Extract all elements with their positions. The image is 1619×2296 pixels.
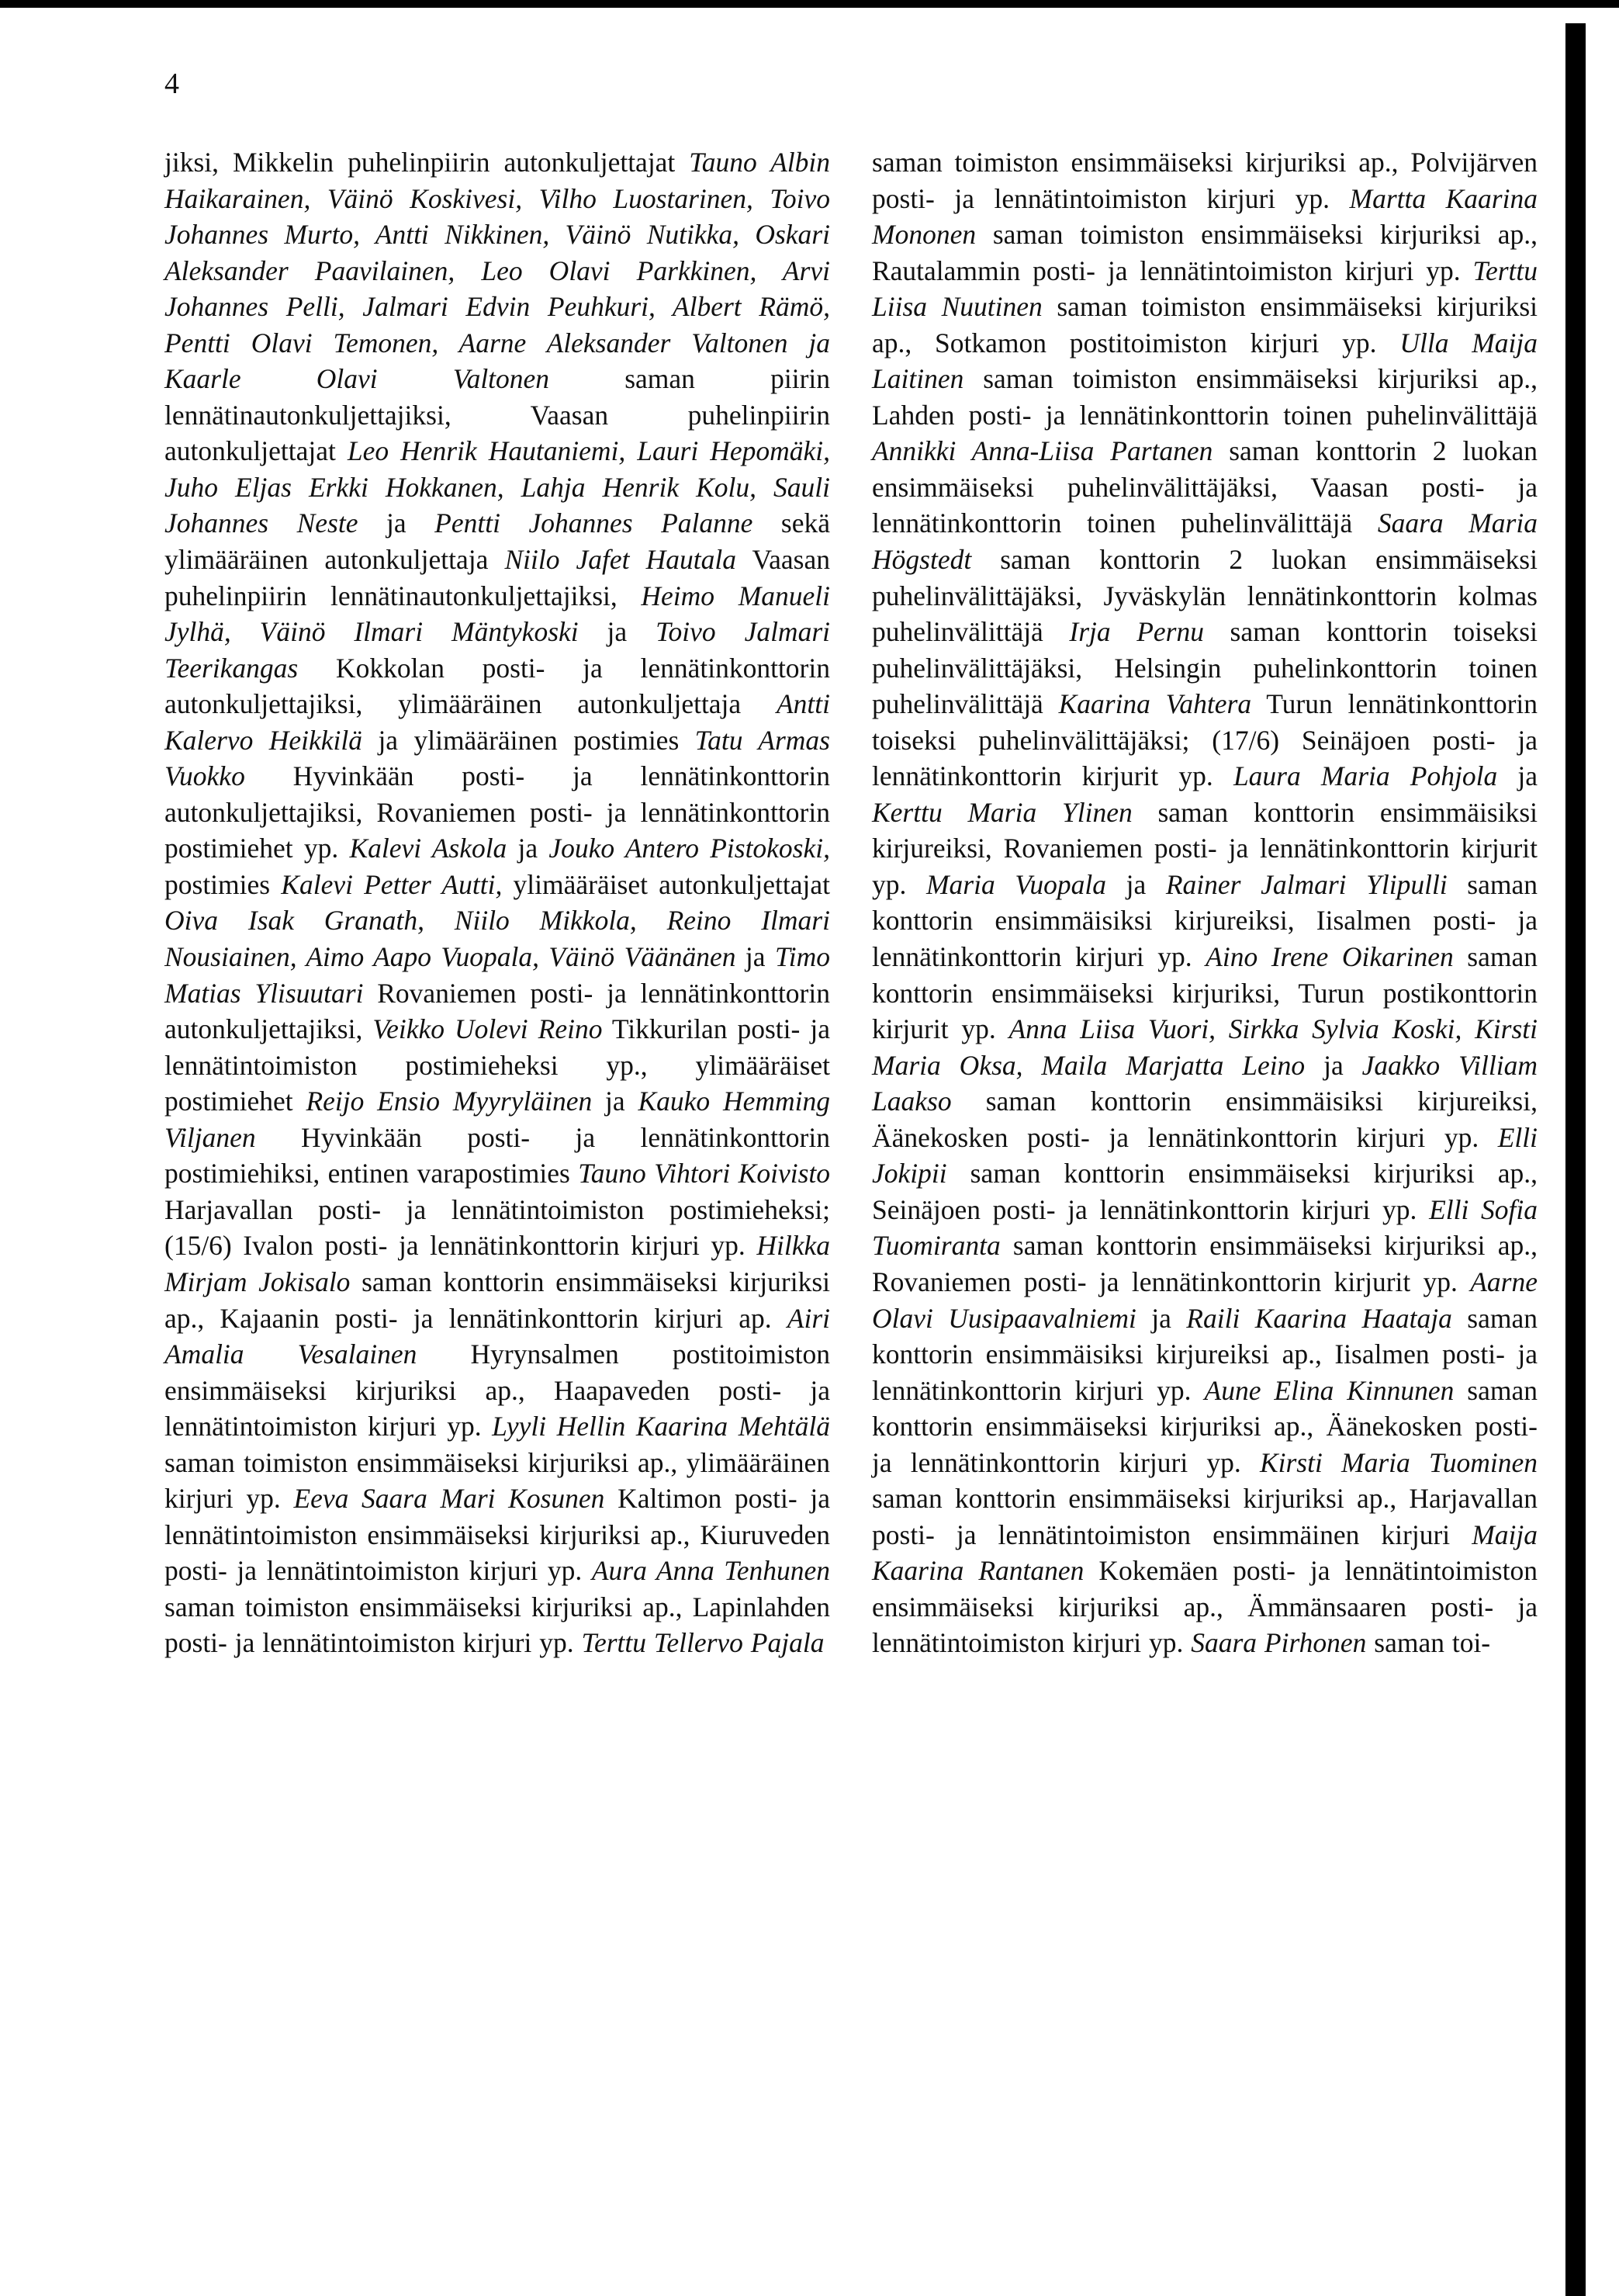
person-name-run: Annikki Anna-Liisa Partanen: [872, 435, 1213, 467]
text-run: saman konttorin ensimmäiseksi kirjuriksi, Turun postikonttorin kirjurit yp.: [872, 941, 1538, 1045]
text-column-left: [164, 144, 830, 1661]
text-run: saman konttorin ensimmäiseksi kirjuriksi ap., Rovaniemen posti- ja lennätinkonttorin kirjurit yp.: [872, 1230, 1538, 1297]
person-name-run: Maria Vuopala: [925, 868, 1107, 900]
text-run: saman konttorin ensimmäisiksi kirjureiksi, Rovaniemen posti- ja lennätinkonttorin kirjurit yp.: [872, 796, 1538, 900]
text-run: ja: [735, 941, 775, 973]
text-run: saman konttorin 2 luokan ensimmäiseksi puhelinvälittäjäksi, Vaasan posti- ja lennätinkonttorin toinen puhelinvälittäjä: [872, 435, 1538, 539]
text-run: saman konttorin ensimmäiseksi kirjuriksi ap., Seinäjoen posti- ja lennätinkonttorin kirjuri yp.: [872, 1158, 1538, 1225]
text-run: saman toimiston ensimmäiseksi kirjuriksi ap., Rautalammin posti- ja lennätintoimiston kirjuri yp.: [872, 219, 1538, 286]
text-run: Kokkolan posti- ja lennätinkonttorin autonkuljettajiksi, ylimääräinen autonkuljettaja: [164, 652, 830, 720]
text-run: saman toimiston ensimmäiseksi kirjuriksi ap., ylimääräinen kirjuri yp.: [164, 1446, 830, 1515]
text-run: saman toi-: [1366, 1627, 1491, 1659]
person-name-run: Tatu Armas Vuokko: [164, 724, 830, 792]
text-run: Rovaniemen posti- ja lennätinkonttorin autonkuljettajiksi,: [164, 977, 830, 1045]
person-name-run: Ulla Maija Laitinen: [872, 327, 1538, 395]
text-run: ja: [578, 616, 656, 648]
person-name-run: Tauno Albin Haikarainen, Väinö Koskivesi, Vilho Luostarinen, Toivo Johannes Murto, Antti Nikkinen, Väinö Nutikka, Oskari Aleksander Paavilainen, Leo Olavi Parkkinen, Arvi Johannes Pelli, Jalmari Edvin Peuhkuri, Albert Rämö, Pentti Olavi Temonen, Aarne Aleksander Valtonen ja Kaarle Olavi Valtonen: [164, 147, 830, 395]
person-name-run: Eeva Saara Mari Kosunen: [293, 1483, 605, 1515]
text-run: Kokemäen posti- ja lennätintoimiston ensimmäiseksi kirjuriksi ap., Ämmänsaaren posti- ja lennätintoimiston kirjuri yp.: [872, 1555, 1538, 1659]
text-run: saman konttorin toiseksi puhelinvälittäjäksi, Helsingin puhelinkonttorin toinen puhelinvälittäjä: [872, 616, 1538, 720]
top-edge-rule: [0, 0, 1619, 8]
paragraph-left: [164, 144, 830, 1661]
person-name-run: Saara Pirhonen: [1191, 1627, 1367, 1659]
text-run: saman konttorin 2 luokan ensimmäiseksi puhelinvälittäjäksi, Jyväskylän lennätinkonttorin kolmas puhelinvälittäjä: [872, 544, 1538, 648]
text-run: jiksi, Mikkelin puhelinpiirin autonkuljettajat: [164, 147, 690, 178]
text-run: ja ylimääräinen postimies: [362, 724, 695, 756]
person-name-run: Leo Henrik Hautaniemi, Lauri Hepomäki, Juho Eljas Erkki Hokkanen, Lahja Henrik Kolu, Sauli Johannes Neste: [164, 435, 830, 539]
person-name-run: Veikko Uolevi Reino: [372, 1013, 603, 1045]
person-name-run: Aino Irene Oikarinen: [1206, 941, 1454, 973]
text-column-right: [872, 144, 1538, 1661]
person-name-run: Pentti Johannes Palanne: [434, 507, 753, 539]
text-run: ja: [507, 833, 549, 864]
page-number: 4: [164, 68, 179, 100]
person-name-run: Kauko Hemming Viljanen: [164, 1086, 830, 1153]
text-run: ja: [592, 1086, 638, 1117]
text-run: saman toimiston ensimmäiseksi kirjuriksi ap., Polvijärven posti- ja lennätintoimiston kirjuri yp.: [872, 147, 1538, 214]
person-name-run: Kerttu Maria Ylinen: [872, 796, 1133, 828]
scan-edge-bar: [1565, 23, 1586, 2296]
text-run: ylimääräiset autonkuljettajat: [502, 868, 830, 900]
person-name-run: Toivo Jalmari Teerikangas: [164, 616, 830, 684]
person-name-run: Kalevi Petter Autti,: [281, 868, 503, 900]
text-run: saman konttorin ensimmäisiksi kirjureiksi, Äänekosken posti- ja lennätinkonttorin kirjuri yp.: [872, 1086, 1538, 1153]
text-run: ja: [1497, 760, 1538, 792]
person-name-run: Heimo Manueli Jylhä, Väinö Ilmari Mäntykoski: [164, 580, 830, 648]
person-name-run: Saara Maria Högstedt: [872, 507, 1538, 576]
person-name-run: Martta Kaarina Mononen: [872, 182, 1538, 251]
text-run: saman konttorin ensimmäiseksi kirjuriksi ap., Harjavallan posti- ja lennätintoimiston ensimmäinen kirjuri: [872, 1483, 1538, 1550]
text-run: sekä ylimääräinen autonkuljettaja: [164, 507, 830, 576]
person-name-run: Aarne Olavi Uusipaavalniemi: [872, 1266, 1538, 1334]
text-run: saman konttorin ensimmäiseksi kirjuriksi ap., Äänekosken posti- ja lennätinkonttorin kirjuri yp.: [872, 1374, 1538, 1478]
person-name-run: Rainer Jalmari Ylipulli: [1165, 868, 1448, 900]
text-run: saman konttorin ensimmäisiksi kirjureiksi ap., Iisalmen posti- ja lennätinkonttorin kirjuri yp.: [872, 1302, 1538, 1406]
text-run: ja: [1136, 1302, 1187, 1334]
person-name-run: Tauno Vihtori Koivisto: [578, 1158, 831, 1190]
person-name-run: Antti Kalervo Heikkilä: [164, 688, 830, 756]
person-name-run: Kirsti Maria Tuominen: [1259, 1446, 1538, 1478]
person-name-run: Anna Liisa Vuori, Sirkka Sylvia Koski, Kirsti Maria Oksa, Maila Marjatta Leino: [872, 1013, 1538, 1081]
text-run: saman toimiston ensimmäiseksi kirjuriksi ap., Lahden posti- ja lennätinkonttorin toinen puhelinvälittäjä: [872, 363, 1538, 431]
text-run: ja: [1106, 868, 1166, 900]
person-name-run: Oiva Isak Granath, Niilo Mikkola, Reino Ilmari Nousiainen, Aimo Aapo Vuopala, Väinö Väänänen: [164, 905, 830, 973]
person-name-run: Hilkka Mirjam Jokisalo: [164, 1230, 830, 1297]
text-run: Harjavallan posti- ja lennätintoimiston postimieheksi; (15/6) Ivalon posti- ja lennätinkonttorin kirjuri yp.: [164, 1193, 830, 1262]
text-run: postimies: [164, 868, 282, 900]
text-run: saman konttorin ensimmäisiksi kirjureiksi, Iisalmen posti- ja lennätinkonttorin kirjuri yp.: [872, 868, 1538, 973]
person-name-run: Airi Amalia Vesalainen: [164, 1302, 830, 1370]
text-run: saman konttorin ensimmäiseksi kirjuriksi ap., Kajaanin posti- ja lennätinkonttorin kirjuri ap.: [164, 1266, 830, 1334]
person-name-run: Reijo Ensio Myyryläinen: [306, 1086, 593, 1117]
person-name-run: Elli Jokipii: [872, 1121, 1538, 1190]
text-run: ja: [1305, 1049, 1362, 1081]
text-run: Kaltimon posti- ja lennätintoimiston ensimmäiseksi kirjuriksi ap., Kiuruveden posti- ja lennätintoimiston kirjuri yp.: [164, 1483, 830, 1587]
person-name-run: Kalevi Askola: [349, 833, 507, 864]
text-run: Hyvinkään posti- ja lennätinkonttorin autonkuljettajiksi, Rovaniemen posti- ja lennätinkonttorin postimiehet yp.: [164, 760, 830, 864]
person-name-run: Jouko Antero Pistokoski,: [548, 833, 830, 864]
person-name-run: Lyyli Hellin Kaarina Mehtälä: [492, 1411, 830, 1442]
text-run: Hyrynsalmen postitoimiston ensimmäiseksi kirjuriksi ap., Haapaveden posti- ja lennätintoimiston kirjuri yp.: [164, 1338, 830, 1442]
person-name-run: Elli Sofia Tuomiranta: [872, 1193, 1538, 1262]
text-run: saman toimiston ensimmäiseksi kirjuriksi ap., Sotkamon postitoimiston kirjuri yp.: [872, 291, 1538, 358]
person-name-run: Raili Kaarina Haataja: [1186, 1302, 1452, 1334]
text-run: Vaasan puhelinpiirin lennätinautonkuljettajiksi,: [164, 544, 830, 611]
text-run: saman piirin lennätinautonkuljettajiksi, Vaasan puhelinpiirin autonkuljettajat: [164, 363, 831, 467]
person-name-run: Maija Kaarina Rantanen: [872, 1519, 1538, 1587]
person-name-run: Laura Maria Pohjola: [1233, 760, 1498, 792]
text-run: Hyvinkään posti- ja lennätinkonttorin postimiehiksi, entinen varapostimies: [164, 1121, 830, 1190]
text-run: Tikkurilan posti- ja lennätintoimiston postimieheksi yp., ylimääräiset postimiehet: [164, 1013, 830, 1117]
person-name-run: Terttu Liisa Nuutinen: [872, 255, 1538, 323]
person-name-run: Timo Matias Ylisuutari: [164, 941, 830, 1009]
paragraph-right: [872, 144, 1538, 1661]
text-run: saman toimiston ensimmäiseksi kirjuriksi ap., Lapinlahden posti- ja lennätintoimiston kirjuri yp.: [164, 1591, 830, 1659]
person-name-run: Kaarina Vahtera: [1058, 688, 1252, 720]
person-name-run: Jaakko Villiam Laakso: [872, 1049, 1538, 1117]
person-name-run: Irja Pernu: [1069, 616, 1204, 648]
text-run: ja: [358, 507, 435, 539]
person-name-run: Terttu Tellervo Pajala: [581, 1627, 825, 1659]
person-name-run: Niilo Jafet Hautala: [504, 544, 736, 576]
person-name-run: Aura Anna Tenhunen: [591, 1555, 830, 1587]
text-run: Turun lennätinkonttorin toiseksi puhelinvälittäjäksi; (17/6) Seinäjoen posti- ja lennätinkonttorin kirjurit yp.: [872, 688, 1538, 792]
person-name-run: Aune Elina Kinnunen: [1204, 1374, 1455, 1406]
